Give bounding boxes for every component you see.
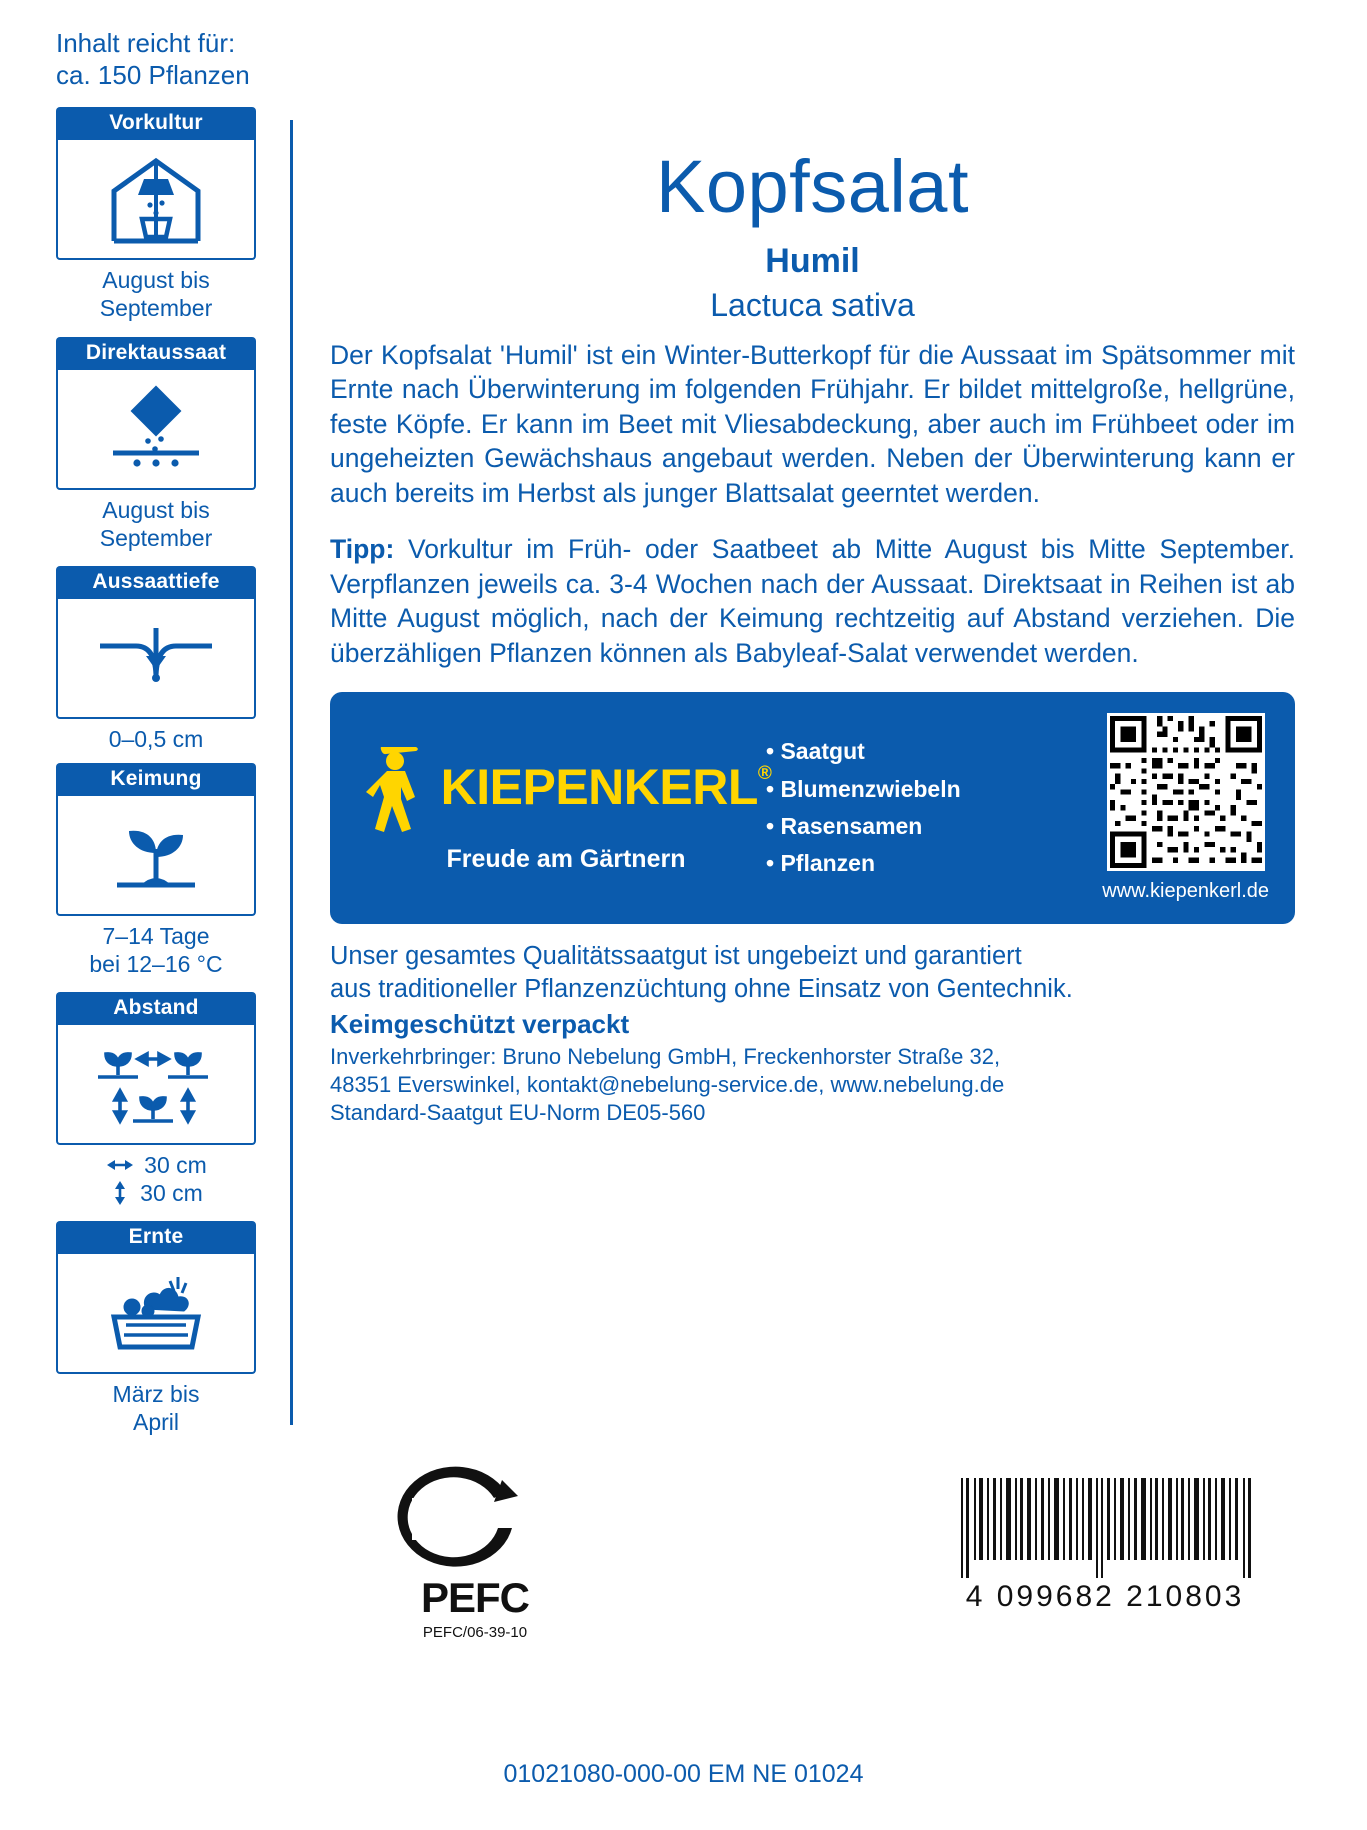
info-block-title-abstand: Abstand (56, 992, 256, 1025)
content-quantity-line2: ca. 150 Pflanzen (56, 59, 250, 90)
info-caption-vorkultur: August bis September (99, 267, 213, 322)
description-text: Der Kopfsalat 'Humil' ist ein Winter-Butterkopf für die Aussaat im Spätsommer mit Ernte nach Überwinterung im folgenden Frühjahr. Er bildet mittelgroße, hellgrüne, feste Köpfe. Er kann im Beet mit Vliesabdeckung, aber auch im Frühbeet oder im ungeheizten Gewächshaus angebaut werden. Neben der Überwinterung kann er auch bereits im Herbst als junger Blattsalat geerntet werden. (330, 340, 1295, 508)
brand-logo-row (361, 741, 772, 833)
info-block-title-aussaattiefe: Aussaattiefe (56, 566, 256, 599)
sowing-depth-icon (56, 599, 256, 719)
info-block-title-vorkultur: Vorkultur (56, 107, 256, 140)
brand-website[interactable]: www.kiepenkerl.de (1102, 879, 1269, 902)
batch-code: 01021080-000-00 EM NE 01024 (503, 1760, 864, 1788)
tip-text: Vorkultur im Früh- oder Saatbeet ab Mitte August bis Mitte September. Verpflanzen jeweils ca. 3-4 Wochen nach der Aussaat. Direktsaat in Reihen ist ab Mitte August möglich, nach der Keimung rechtzeitig auf Abstand verziehen. Die überzähligen Pflanzen können als Babyleaf-Salat verwendet werden. (330, 534, 1295, 668)
direct-sowing-icon (56, 370, 256, 490)
list-item: • Saatgut (766, 738, 865, 765)
arrow-horizontal-icon (105, 1156, 135, 1174)
info-block-ernte (56, 1221, 256, 1436)
greenhouse-sowing-icon (56, 140, 256, 260)
info-caption-aussaattiefe: 0–0,5 cm (108, 725, 204, 752)
info-caption-keimung: 7–14 Tage bei 12–16 °C (89, 922, 223, 977)
brand-name: KIEPENKERL® (440, 759, 772, 816)
tip-label: Tipp: (330, 534, 395, 565)
info-caption-ernte: März bis April (112, 1380, 200, 1435)
barcode-number: 4 099682 210803 (965, 1580, 1245, 1613)
info-block-aussaattiefe (56, 566, 256, 753)
spacing-icon (56, 1025, 256, 1145)
info-caption-abstand (56, 1151, 256, 1207)
vertical-divider (290, 120, 293, 1425)
info-block-title-direktaussaat: Direktaussaat (56, 337, 256, 370)
list-item: • Blumenzwiebeln (766, 775, 961, 802)
list-item: • Pflanzen (766, 850, 876, 877)
info-block-title-ernte: Ernte (56, 1221, 256, 1254)
info-block-vorkultur (56, 107, 256, 322)
brand-slogan: Freude am Gärtnern (446, 845, 686, 874)
pefc-label: PEFC (420, 1574, 529, 1621)
barcode-icon (955, 1478, 1255, 1578)
registered-mark: ® (757, 763, 772, 785)
quality-statement: Unser gesamtes Qualitätssaatgut ist ungebeizt und garantiert aus traditioneller Pflanzenzüchtung ohne Einsatz von Gentechnik. (330, 941, 1073, 1003)
harvest-crate-icon (56, 1254, 256, 1374)
legal-block (330, 940, 1295, 1126)
qr-code-icon[interactable] (1107, 713, 1265, 871)
brand-panel (330, 692, 1295, 924)
qr-group (1102, 713, 1269, 903)
germination-protected-label: Keimgeschützt verpackt (330, 1009, 630, 1040)
brand-product-list (766, 733, 961, 882)
page-title: Kopfsalat (655, 145, 970, 228)
variety-name: Humil (765, 242, 860, 280)
spacing-horizontal: 30 cm (56, 1151, 256, 1179)
info-block-title-keimung: Keimung (56, 763, 256, 796)
pefc-icon (380, 1462, 530, 1572)
info-block-abstand (56, 992, 256, 1207)
kiepenkerl-figure-icon (361, 741, 435, 833)
info-block-direktaussaat (56, 337, 256, 552)
tip-paragraph (330, 532, 1295, 670)
latin-name: Lactuca sativa (710, 287, 915, 323)
germination-icon (56, 796, 256, 916)
info-block-keimung (56, 763, 256, 978)
list-item: • Rasensamen (766, 812, 923, 839)
spacing-vertical: 30 cm (56, 1179, 256, 1207)
culture-info-column (56, 28, 266, 1446)
barcode-group (955, 1478, 1255, 1614)
arrow-vertical-icon (109, 1180, 131, 1206)
pefc-code: PEFC/06-39-10 (422, 1624, 528, 1641)
content-quantity-line1: Inhalt reicht für: (56, 28, 236, 58)
brand-logo-group (366, 741, 772, 874)
product-info-column (330, 145, 1295, 1126)
content-quantity (56, 28, 266, 91)
distributor-info: Inverkehrbringer: Bruno Nebelung GmbH, Freckenhorster Straße 32, 48351 Everswinkel, kontakt@nebelung-service.de, www.nebelung.de Standard-Saatgut EU-Norm DE05-560 (330, 1044, 1005, 1125)
info-caption-direktaussaat: August bis September (99, 496, 213, 551)
pefc-logo-group (380, 1462, 570, 1641)
